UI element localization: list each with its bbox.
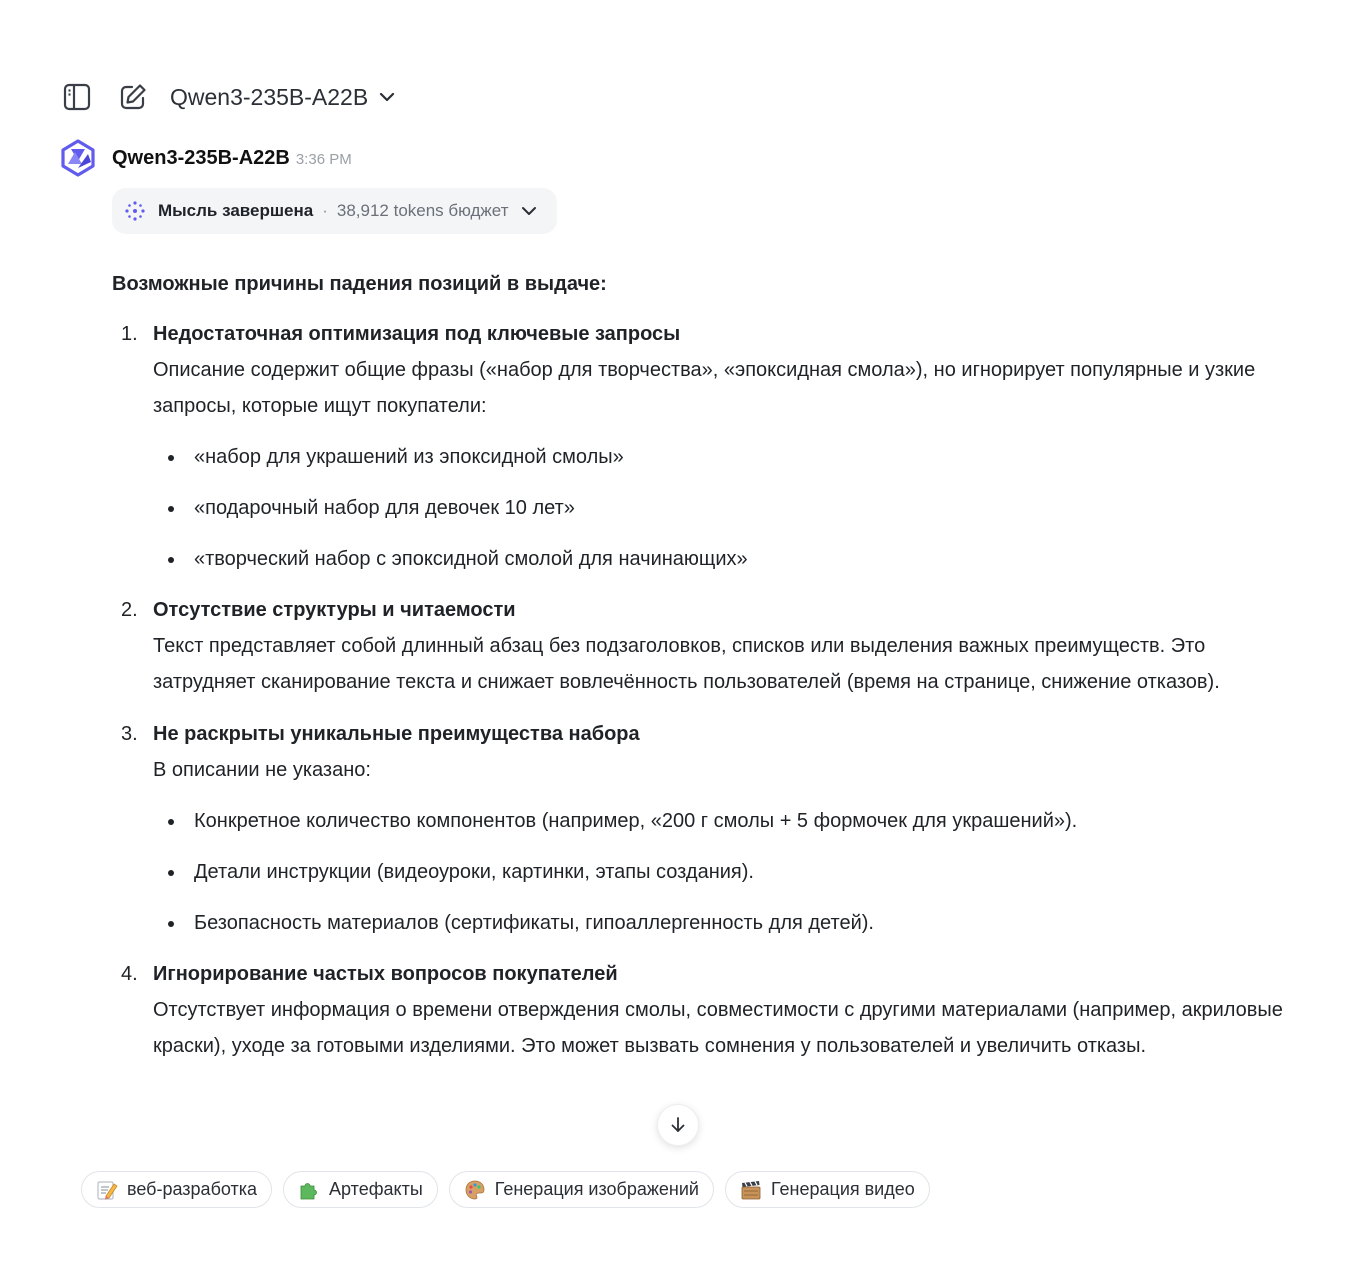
new-chat-button[interactable] — [114, 78, 152, 116]
suggestion-chips — [81, 1171, 930, 1208]
chip-video-generation[interactable] — [725, 1171, 930, 1208]
list-item — [112, 716, 1302, 941]
chip-artifacts[interactable] — [283, 1171, 438, 1208]
list-item-description: Описание содержит общие фразы («набор для творчества», «эпоксидная смола»), но игнорирует популярные и узкие запросы, которые ищут покупатели: — [153, 359, 1256, 417]
chip-label: веб-разработка — [127, 1179, 258, 1199]
model-selector-label: Qwen3-235B-A22B — [170, 83, 369, 110]
chevron-down-icon — [378, 88, 396, 106]
list-item-description: Отсутствует информация о времени отверждения смолы, совместимости с другими материалами (например, акриловые краски), уходе за готовыми изделиями. Это может вызвать сомнения у пользователей и увеличить отказы. — [153, 999, 1283, 1057]
chip-label: Артефакты — [329, 1179, 423, 1199]
bullet-item: «набор для украшений из эпоксидной смолы» — [153, 439, 1302, 475]
bullet-item: Конкретное количество компонентов (например, «200 г смолы + 5 формочек для украшений»). — [153, 803, 1302, 839]
sidebar-icon — [62, 82, 92, 112]
edit-icon — [118, 82, 148, 112]
list-item-title: Не раскрыты уникальные преимущества набора — [153, 723, 640, 745]
list-number: 4. — [121, 963, 138, 985]
chip-web-dev[interactable] — [81, 1171, 272, 1208]
list-item-description: В описании не указано: — [153, 759, 371, 781]
list-number: 3. — [121, 723, 138, 745]
chevron-down-icon — [521, 203, 537, 219]
message-body — [112, 266, 1302, 1078]
bullet-list — [153, 439, 1302, 577]
list-item — [112, 316, 1302, 577]
chip-image-generation[interactable] — [449, 1171, 714, 1208]
list-number: 2. — [121, 599, 138, 621]
message-author: Qwen3-235B-A22B — [112, 146, 290, 169]
list-item-title: Отсутствие структуры и читаемости — [153, 599, 516, 621]
memo-pencil-icon — [96, 1179, 118, 1201]
palette-icon — [464, 1179, 486, 1201]
puzzle-piece-icon — [298, 1179, 320, 1201]
list-item-description: Текст представляет собой длинный абзац без подзаголовков, списков или выделения важных преимуществ. Это затрудняет сканирование текста и снижает вовлечённость пользователей (время на странице, снижение отказов). — [153, 635, 1220, 693]
list-number: 1. — [121, 323, 138, 345]
model-selector[interactable] — [170, 84, 396, 111]
top-bar — [58, 76, 396, 118]
list-item-title: Недостаточная оптимизация под ключевые запросы — [153, 323, 681, 345]
thinking-sparkle-icon — [124, 200, 146, 222]
list-item — [112, 592, 1302, 700]
sidebar-toggle-button[interactable] — [58, 78, 96, 116]
thought-token-budget: 38,912 tokens бюджет — [336, 201, 509, 220]
bullet-list — [153, 803, 1302, 941]
bullet-item: «творческий набор с эпоксидной смолой для начинающих» — [153, 541, 1302, 577]
thought-summary-toggle[interactable] — [112, 188, 557, 234]
list-item-title: Игнорирование частых вопросов покупателей — [153, 963, 618, 985]
arrow-down-icon — [669, 1116, 687, 1134]
message-lead: Возможные причины падения позиций в выдаче: — [112, 273, 607, 295]
chip-label: Генерация изображений — [494, 1179, 699, 1199]
scroll-to-bottom-button[interactable] — [657, 1104, 699, 1146]
bullet-item: «подарочный набор для девочек 10 лет» — [153, 490, 1302, 526]
message-header — [58, 138, 352, 178]
bullet-item: Безопасность материалов (сертификаты, гипоаллергенность для детей). — [153, 905, 1302, 941]
list-item — [112, 956, 1302, 1064]
qwen-logo-icon — [58, 138, 98, 178]
chip-label: Генерация видео — [770, 1179, 915, 1199]
thought-status: Мысль завершена — [158, 201, 314, 220]
bullet-item: Детали инструкции (видеоуроки, картинки, этапы создания). — [153, 854, 1302, 890]
film-clapper-icon — [740, 1179, 762, 1201]
message-timestamp: 3:36 PM — [295, 151, 352, 168]
thought-separator: · — [322, 201, 328, 220]
